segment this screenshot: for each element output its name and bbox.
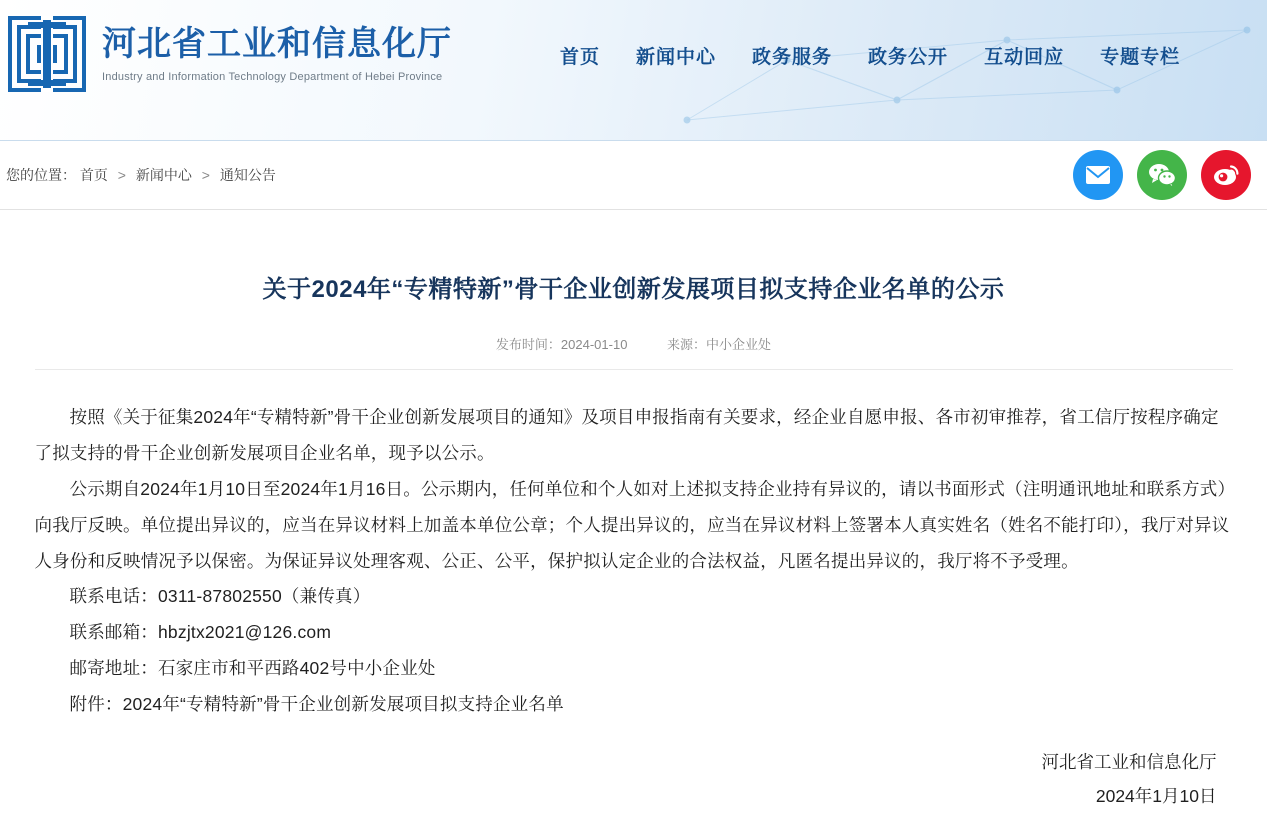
article-body xyxy=(35,400,1233,723)
nav-item-services[interactable]: 政务服务 xyxy=(752,47,833,68)
publish-time: 发布时间：2024-01-10 xyxy=(495,337,628,353)
share-weibo-button[interactable] xyxy=(1201,150,1251,200)
site-brand[interactable] xyxy=(8,16,452,92)
share-wechat-button[interactable] xyxy=(1137,150,1187,200)
nav-item-interaction[interactable]: 互动回应 xyxy=(984,47,1065,68)
share-mail-button[interactable] xyxy=(1073,150,1123,200)
breadcrumb-bar xyxy=(0,141,1267,210)
signature-date: 2024年1月10日 xyxy=(1095,786,1217,807)
brand-title-cn: 河北省工业和信息化厅 xyxy=(102,25,452,64)
breadcrumb-item-news[interactable]: 新闻中心 xyxy=(135,167,192,183)
breadcrumb-separator-2: > xyxy=(201,167,210,183)
breadcrumb-separator-1: > xyxy=(117,167,126,183)
nav-item-topics[interactable]: 专题专栏 xyxy=(1100,47,1181,68)
contact-address: 邮寄地址：石家庄市和平西路402号中小企业处 xyxy=(69,658,436,679)
article-paragraph-2: 公示期自2024年1月10日至2024年1月16日。公示期内，任何单位和个人如对上述拟支持企业持有异议的，请以书面形式（注明通讯地址和联系方式）向我厅反映。单位提出异议的，应当在异议材料上加盖本单位公章；个人提出异议的，应当在异议材料上签署本人真实姓名（姓名不能打印），我厅对异议人身份和反映情况予以保密。为保证异议处理客观、公正、公平，保护拟认定企业的合法权益，凡匿名提出异议的，我厅将不予受理。 xyxy=(34,478,1230,571)
weibo-icon xyxy=(1212,163,1240,187)
attachment-line: 附件：2024年“专精特新”骨干企业创新发展项目拟支持企业名单 xyxy=(69,694,564,715)
page-title: 关于2024年“专精特新”骨干企业创新发展项目拟支持企业名单的公示 xyxy=(262,276,1005,304)
breadcrumb-item-home[interactable]: 首页 xyxy=(79,167,108,183)
article-container xyxy=(0,210,1267,813)
breadcrumb-item-announcements[interactable]: 通知公告 xyxy=(219,167,276,183)
site-header xyxy=(0,0,1267,141)
nav-item-news[interactable]: 新闻中心 xyxy=(636,47,717,68)
breadcrumb xyxy=(6,165,276,185)
contact-email: 联系邮箱：hbzjtx2021@126.com xyxy=(69,622,332,643)
hebei-miit-logo-icon xyxy=(8,16,86,92)
article-signature xyxy=(35,745,1233,813)
wechat-icon xyxy=(1147,162,1177,188)
brand-title-en: Industry and Information Technology Department of Hebei Province xyxy=(102,70,443,83)
breadcrumb-prefix: 您的位置： xyxy=(6,167,76,183)
article-paragraph-1: 按照《关于征集2024年“专精特新”骨干企业创新发展项目的通知》及项目申报指南有关要求，经企业自愿申报、各市初审推荐，省工信厅按程序确定了拟支持的骨干企业创新发展项目企业名单，现予以公示。 xyxy=(34,407,1219,463)
main-navigation xyxy=(560,42,1180,69)
signature-organization: 河北省工业和信息化厅 xyxy=(1041,751,1217,772)
share-buttons xyxy=(1073,150,1251,200)
article-source: 来源：中小企业处 xyxy=(667,337,772,353)
header-decoration xyxy=(647,0,1267,140)
mail-icon xyxy=(1085,165,1111,185)
contact-phone: 联系电话：0311-87802550（兼传真） xyxy=(69,586,371,607)
nav-item-disclosure[interactable]: 政务公开 xyxy=(868,47,949,68)
article-meta xyxy=(35,334,1233,370)
article xyxy=(35,210,1233,813)
nav-item-home[interactable]: 首页 xyxy=(560,47,601,68)
